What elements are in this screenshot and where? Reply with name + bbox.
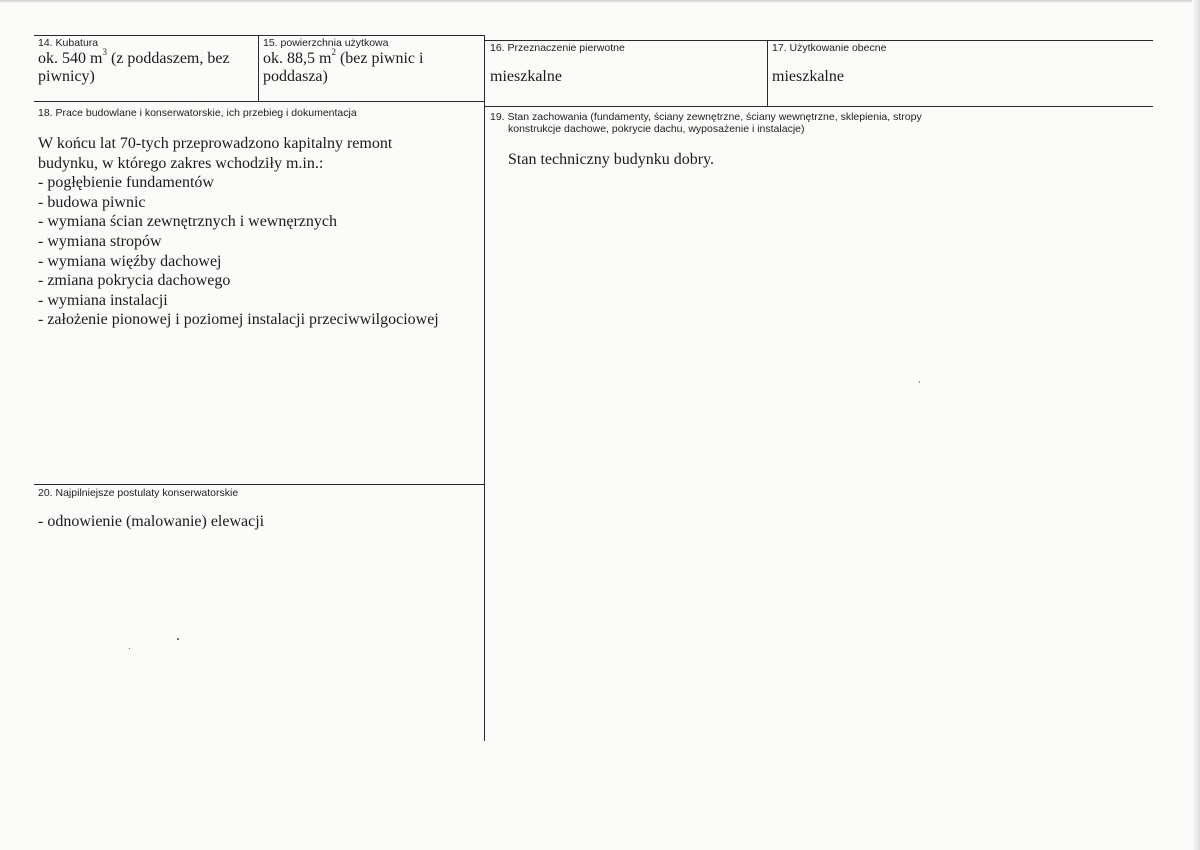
field-18-line: - zmiana pokrycia dachowego [38,272,231,290]
field-15-value-number: ok. 88,5 m [263,50,332,67]
scan-speck [129,648,130,649]
paper-right-edge [1192,0,1200,850]
field-15-value [263,46,424,86]
scan-speck [177,638,179,640]
rule-top-row1-left [34,35,485,36]
field-14-unit-exponent: 3 [102,46,107,57]
field-14-value-number: ok. 540 m [38,50,103,67]
field-16-value: mieszkalne [490,68,562,85]
field-18-line: budynku, w którego zakres wchodziły m.in.: [38,154,324,172]
field-20-label: 20. Najpilniejsze postulaty konserwatorskie [38,487,239,499]
field-14-value-line2: piwnicy) [38,68,95,85]
field-15-unit-exponent: 2 [331,46,336,57]
field-20-value: - odnowienie (malowanie) elewacji [38,513,265,530]
field-18-value [38,134,439,330]
rule-row1-bottom-left [34,101,485,102]
field-18-line: - pogłębienie fundamentów [38,174,214,192]
rule-divider-16-17 [767,40,768,107]
field-15-label: 15. powierzchnia użytkowa [263,37,389,49]
field-14-value-note: (z poddaszem, bez [106,50,230,67]
rule-divider-18-20 [34,484,485,485]
field-15-value-line2: poddasza) [263,68,328,85]
field-17-label: 17. Użytkowanie obecne [772,42,887,54]
field-14-value [38,46,230,86]
rule-row1-bottom-right [485,106,1153,107]
field-19-label [490,111,922,135]
rule-top-row1-right [485,40,1153,41]
field-18-line: - wymiana więźby dachowej [38,252,222,270]
field-18-line: - wymiana ścian zewnętrznych i wewnęrznych [38,213,337,231]
field-16-label: 16. Przeznaczenie pierwotne [490,42,625,54]
field-19-value: Stan techniczny budynku dobry. [508,151,715,168]
rule-divider-14-15 [258,35,259,102]
field-18-line: - wymiana stropów [38,232,162,250]
field-19-label-line2: konstrukcje dachowe, pokrycie dachu, wyposażenie i instalacje) [508,123,805,135]
field-17-value: mieszkalne [772,68,844,85]
field-14-label: 14. Kubatura [38,37,99,49]
field-18-label: 18. Prace budowlane i konserwatorskie, ich przebieg i dokumentacja [38,107,357,119]
field-18-line: - założenie pionowej i poziomej instalacji przeciwwilgociowej [38,311,439,329]
field-18-line: - wymiana instalacji [38,291,168,309]
field-19-label-line1: 19. Stan zachowania (fundamenty, ściany zewnętrzne, ściany wewnętrzne, sklepienia, stropy [490,111,922,123]
field-15-value-note: (bez piwnic i [335,50,424,67]
field-18-line: W końcu lat 70-tych przeprowadzono kapitalny remont [38,135,393,152]
scan-speck [919,381,920,383]
paper-top-edge [0,0,1200,3]
field-18-line: - budowa piwnic [38,193,146,211]
rule-divider-15-16 [484,36,485,741]
